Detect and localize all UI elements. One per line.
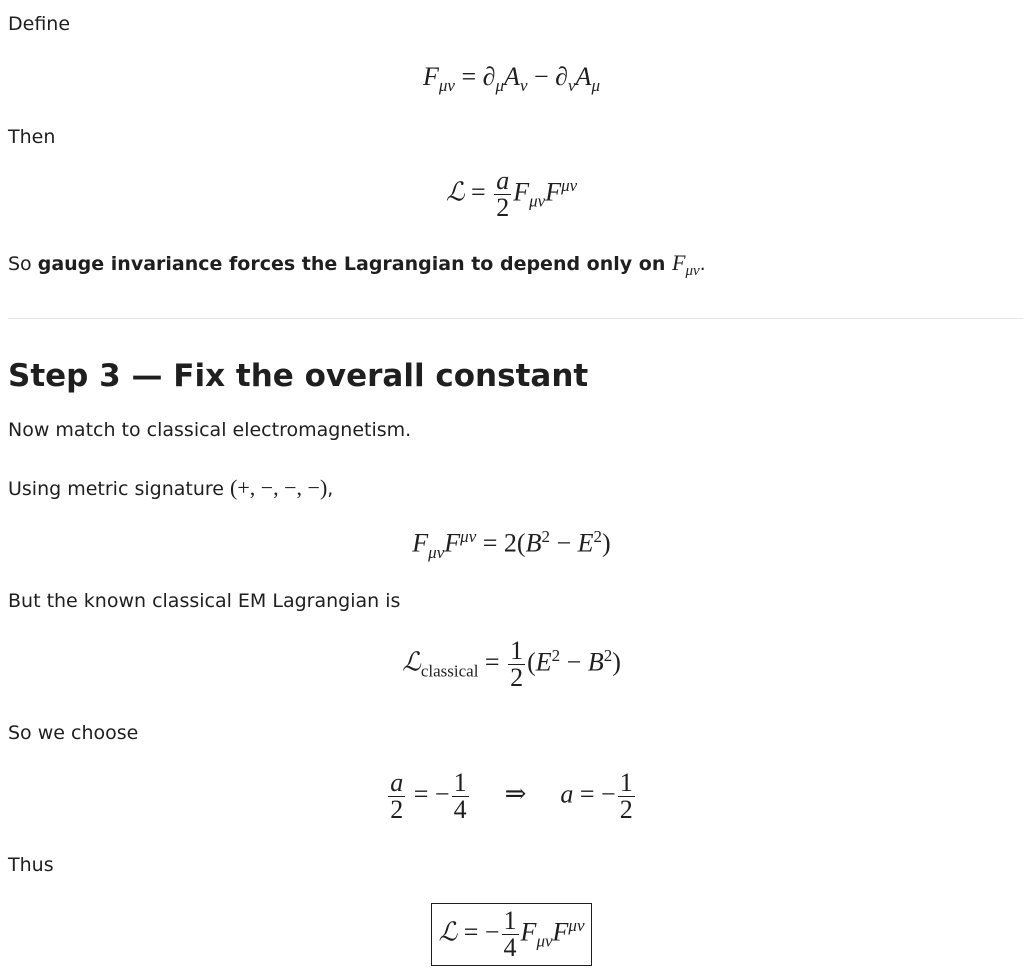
equation-choose-a: $\frac{a}{2}$ = − $\frac{1}{4}$ ⇒ a = − $\frac{1}{2}$ bbox=[390, 768, 633, 824]
fraction-one-half: $\frac{1}{2}$ bbox=[510, 636, 524, 692]
paragraph-thus: Thus bbox=[8, 854, 54, 876]
fraction-a-over-2: $\frac{a}{2}$ bbox=[390, 768, 404, 824]
fraction-a-over-2: $\frac{a}{2}$ bbox=[496, 166, 510, 222]
paragraph-metric-signature: Using metric signature (+, −, −, −), bbox=[8, 475, 334, 500]
equation-classical-lagrangian: ℒ$_{classical}$ = $\frac{1}{2}$ $(E^2 - B^2)$ bbox=[402, 636, 621, 692]
section-heading-step-3: Step 3 — Fix the overall constant bbox=[8, 358, 589, 394]
fraction-one-quarter: $\frac{1}{4}$ bbox=[503, 906, 517, 962]
bold-statement: gauge invariance forces the Lagrangian to depend only on bbox=[37, 253, 672, 275]
paragraph-define: Define bbox=[8, 13, 71, 35]
equation-final-lagrangian bbox=[0, 903, 1023, 966]
equation-invariant: $F_{\mu\nu}F^{\mu\nu} = 2(B^2 - E^2)$ bbox=[412, 527, 611, 562]
paragraph-gauge-invariance: So gauge invariance forces the Lagrangian to depend only on $F_{\mu\nu}$. bbox=[8, 250, 706, 279]
paragraph-we-choose: So we choose bbox=[8, 722, 139, 744]
boxed-result: ℒ = − $\frac{1}{4}$ $F_{\mu\nu}F^{\mu\nu}$ bbox=[431, 903, 591, 966]
equation-lagrangian-general: ℒ = $\frac{a}{2}$ $F_{\mu\nu}F^{\mu\nu}$ bbox=[445, 166, 578, 222]
fraction-one-quarter: $\frac{1}{4}$ bbox=[453, 768, 467, 824]
section-divider bbox=[8, 318, 1023, 319]
equation-field-strength: $F_{\mu\nu} = \partial_\mu A_\nu - \partial_\nu A_\mu$ bbox=[423, 62, 600, 96]
paragraph-then: Then bbox=[8, 126, 56, 148]
fraction-one-half: $\frac{1}{2}$ bbox=[619, 768, 633, 824]
implies-symbol: ⇒ bbox=[504, 779, 527, 809]
paragraph-match-classical: Now match to classical electromagnetism. bbox=[8, 419, 412, 441]
paragraph-classical-lagrangian: But the known classical EM Lagrangian is bbox=[8, 590, 401, 612]
